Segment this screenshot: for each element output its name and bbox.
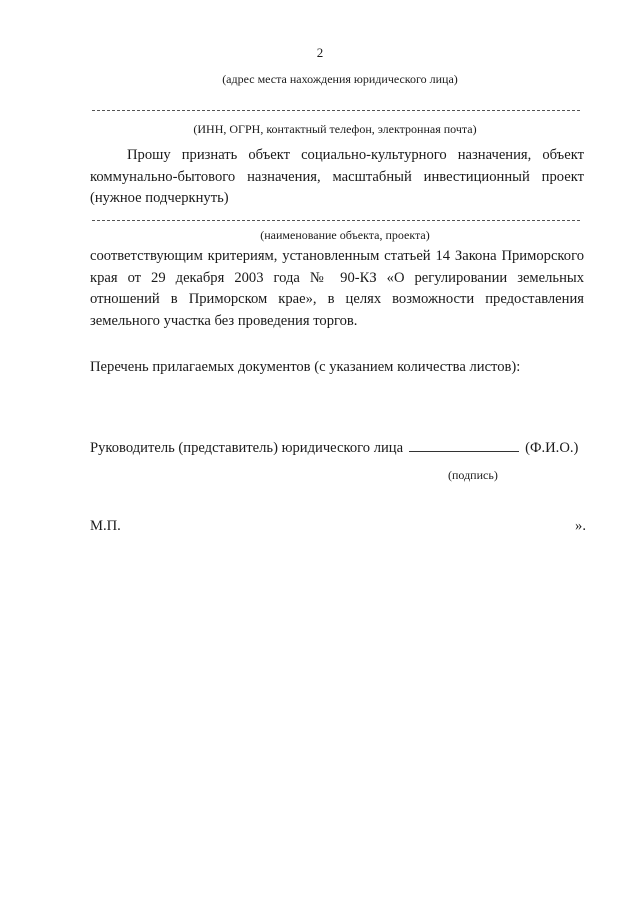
requisites-caption: (ИНН, ОГРН, контактный телефон, электронная почта)	[193, 122, 477, 136]
attachments-label: Перечень прилагаемых документов (с указанием количества листов):	[90, 359, 521, 375]
signatory-row	[90, 439, 584, 457]
requisites-line	[92, 110, 580, 111]
closing-mark: ».	[575, 518, 586, 534]
signatory-label: Руководитель (представитель) юридического лица	[90, 440, 404, 456]
criteria-paragraph: соответствующим критериям, установленным статьей 14 Закона Приморского края от 29 декабря 2003 года № 90-КЗ «О регулировании земельных отношений в Приморском крае», в целях возможности предоставления земельного участка без проведения торгов.	[90, 248, 584, 329]
stamp-label: М.П.	[90, 518, 121, 534]
fio-label: (Ф.И.О.)	[525, 440, 579, 456]
signature-caption: (подпись)	[448, 468, 498, 482]
page-number: 2	[316, 45, 324, 60]
object-caption: (наименование объекта, проекта)	[260, 228, 430, 242]
address-caption: (адрес места нахождения юридического лица)	[222, 72, 458, 86]
request-paragraph: Прошу признать объект социально-культурного назначения, объект коммунально-бытового назначения, масштабный инвестиционный проект (нужное подчеркнуть)	[90, 147, 584, 206]
object-line	[92, 220, 580, 221]
signature-line	[409, 439, 519, 452]
